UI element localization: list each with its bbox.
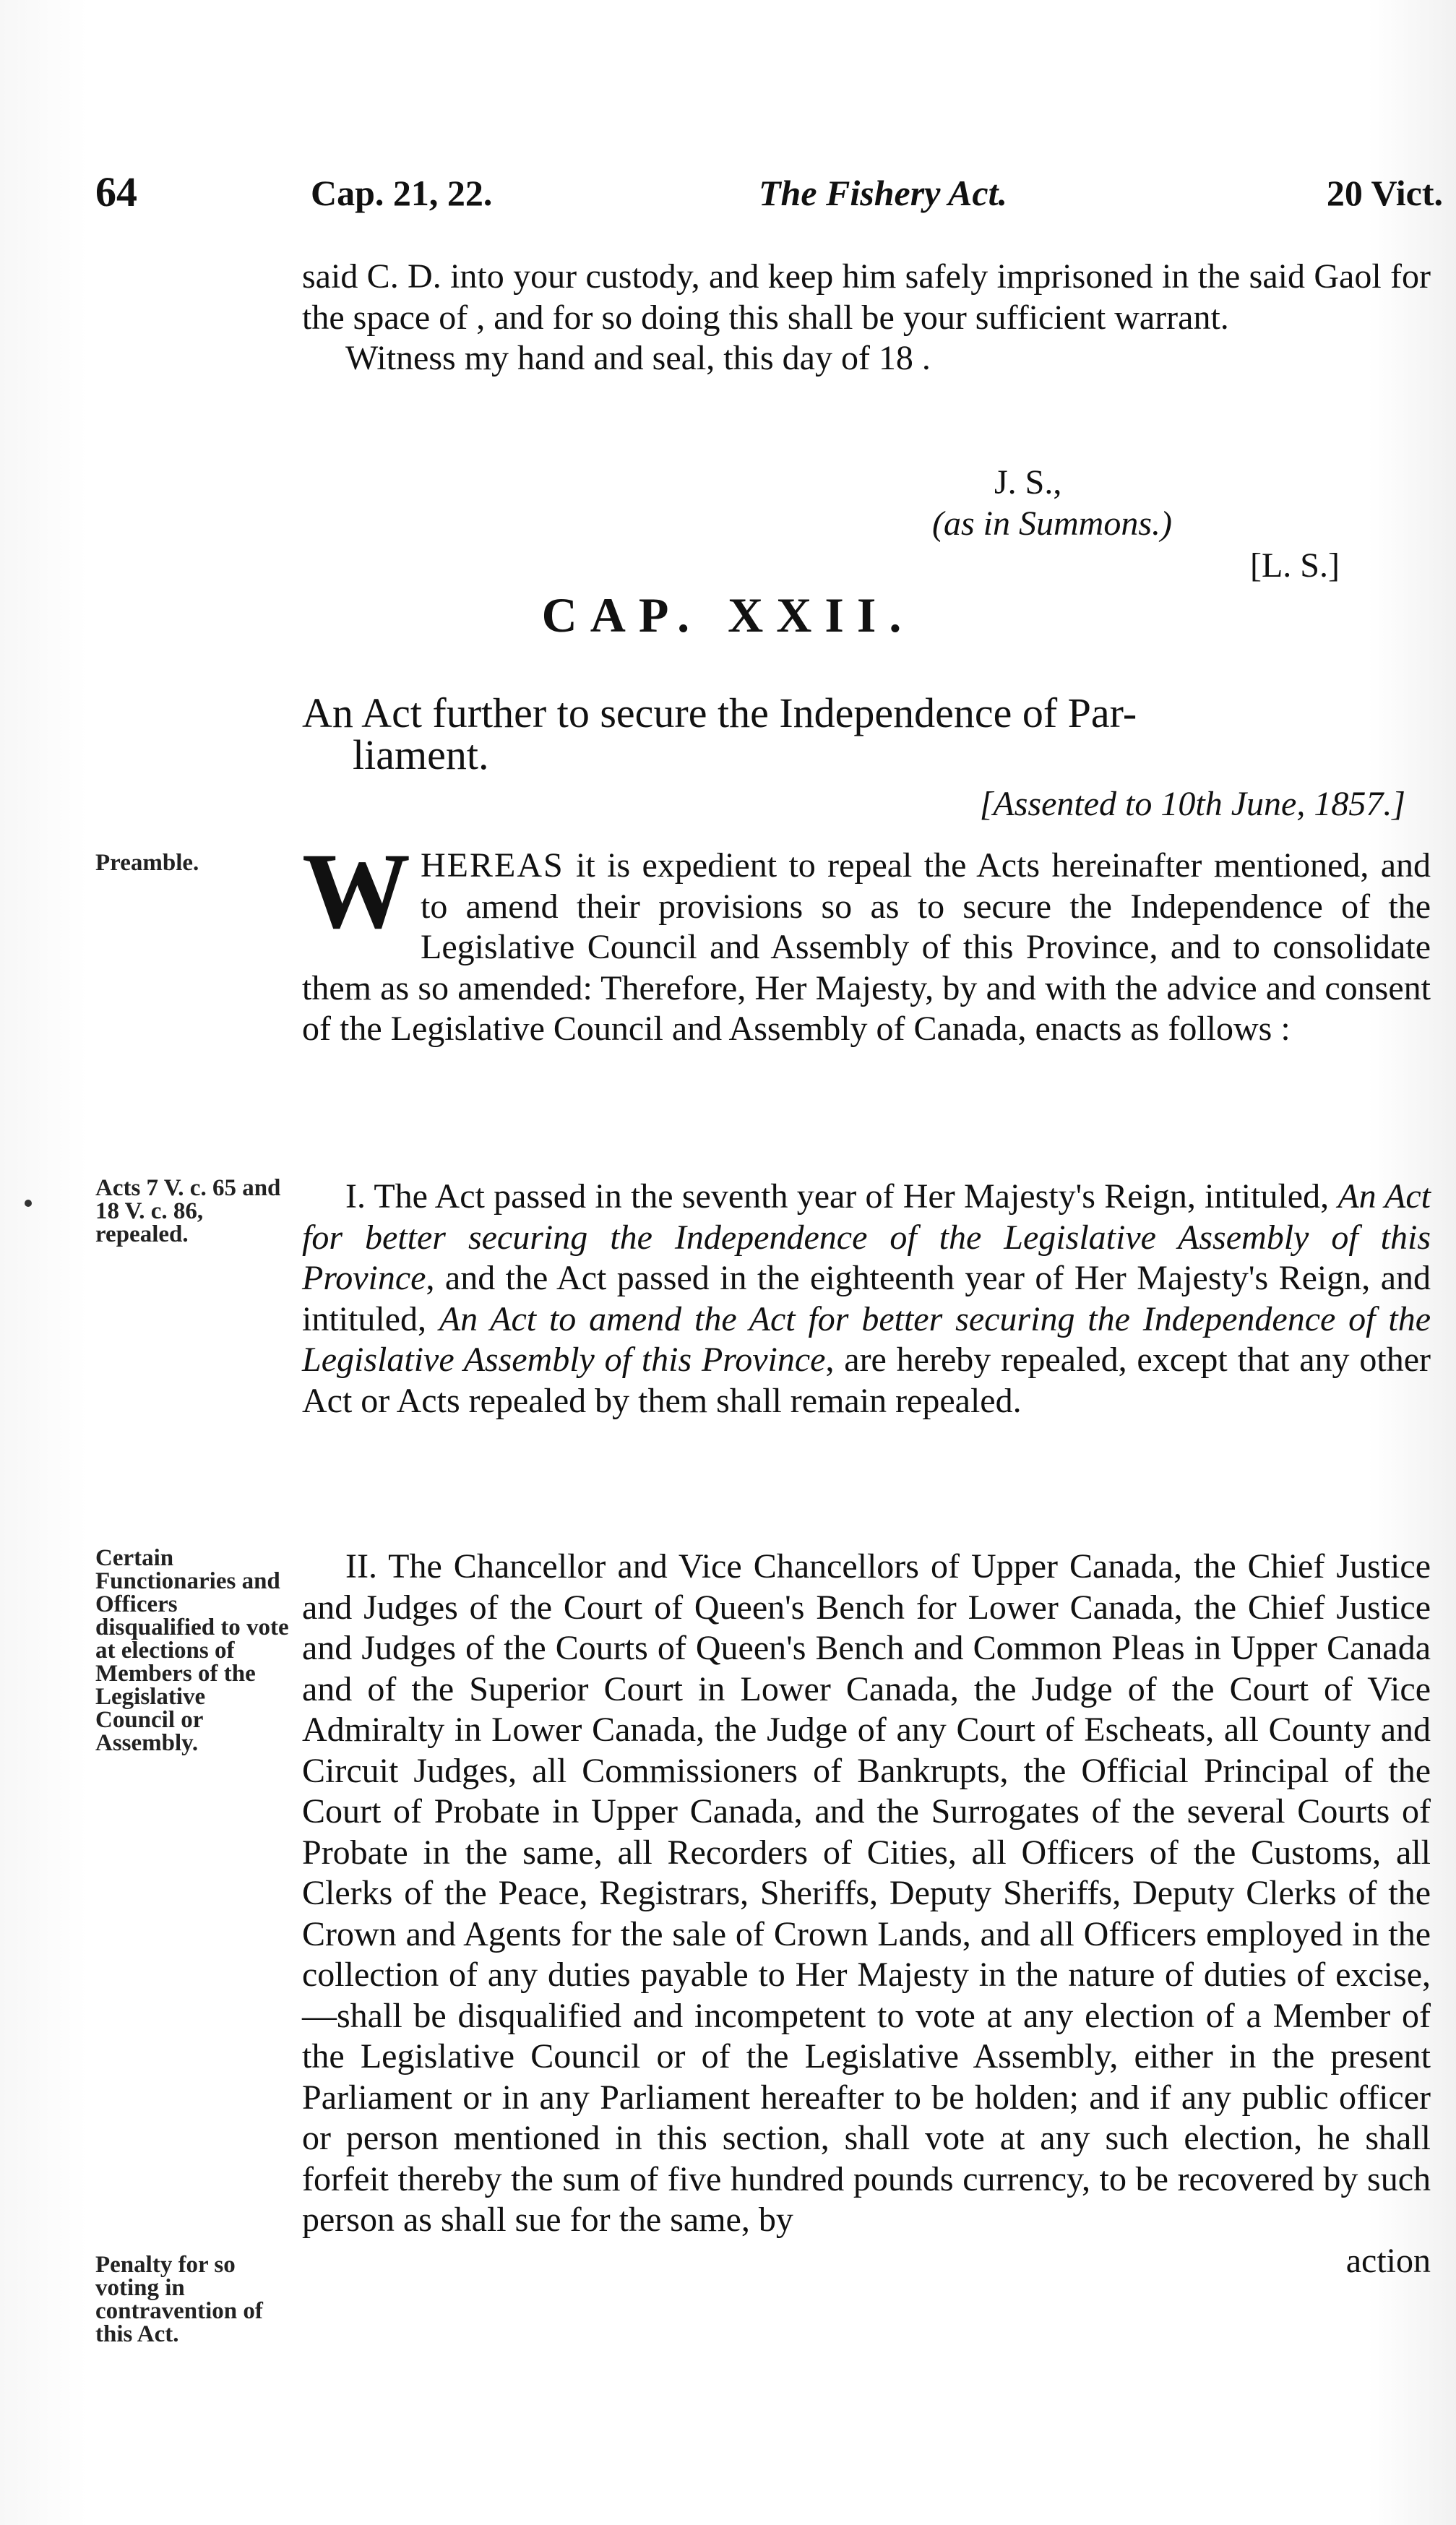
signatory: J. S., <box>994 463 1062 502</box>
chapter-reference: Cap. 21, 22. <box>311 173 493 213</box>
act-title <box>302 689 1431 778</box>
margin-note-preamble-text: Preamble. <box>95 850 199 876</box>
section-1-text-a: I. The Act passed in the seventh year of Her Majesty's Reign, intituled, <box>345 1177 1338 1216</box>
section-1-act-title-1: An Act for better securing the Independence of the Legislative Assembly of this Province <box>302 1177 1431 1297</box>
running-head <box>0 168 1456 233</box>
margin-note-penalty <box>95 2253 290 2346</box>
regnal-year: 20 Vict. <box>1326 173 1443 213</box>
drop-cap: W <box>302 831 410 951</box>
section-1-act-title-2: An Act to amend the Act for better securing the Independence of the Legislative Assembly of this Province <box>302 1299 1431 1379</box>
margin-note-preamble <box>95 851 305 874</box>
preamble-paragraph <box>302 831 1431 1050</box>
section-2-text: II. The Chancellor and Vice Chancellors of Upper Canada, the Chief Justice and Judges of the Court of Queen's Bench for Lower Canada, the Chief Justice and Judges of the Courts of Queen's Bench and Common Pleas in Upper Canada and of the Superior Court in Lower Canada, the Judge of the Court of Vice Admiralty in Lower Canada, the Judge of any Court of Escheats, all County and Circuit Judges, all Commissioners of Bankrupts, the Official Principal of the Court of Probate in Upper Canada, and the Surrogates of the several Courts of Probate in the same, all Recorders of Cities, all Officers of the Customs, all Clerks of the Peace, Registrars, Sheriffs, Deputy Sheriffs, Deputy Clerks of the Crown and Agents for the sale of Crown Lands, and all Officers employed in the collection of any duties payable to Her Majesty in the nature of duties of excise,—shall be disqualified and incompetent to vote at any election of a Member of the Legislative Council or of the Legislative Assembly, either in the present Parliament or in any Parliament hereafter to be holden; and if any public officer or person mentioned in this section, shall vote at any such election, he shall forfeit thereby the sum of five hundred pounds currency, to be recovered by such person as shall sue for the same, by <box>302 1547 1431 2239</box>
margin-note-penalty-text: Penalty for so voting in contravention of this Act. <box>95 2252 263 2347</box>
act-title-line1: An Act further to secure the Independence of Par- <box>302 689 1137 736</box>
seal-mark: [L. S.] <box>1250 546 1340 585</box>
margin-note-acts-repealed <box>95 1177 298 1246</box>
section-1-text-e: , are hereby repealed, except that any other Act or Acts repealed by them shall remain repealed. <box>302 1341 1431 1420</box>
section-1-text-c: , and the Act passed in the eighteenth year of Her Majesty's Reign, and intituled, <box>302 1259 1431 1338</box>
warrant-paragraph: said C. D. into your custody, and keep him safely imprisoned in the said Gaol for the space of , and for so doing this shall be your sufficient warrant. <box>302 257 1431 337</box>
margin-note-acts-repealed-text: Acts 7 V. c. 65 and 18 V. c. 86, repealed. <box>95 1175 281 1247</box>
preamble-lead: HEREAS <box>421 846 564 885</box>
section-1 <box>302 1177 1431 1421</box>
signatory-note: (as in Summons.) <box>932 504 1172 543</box>
preamble-text: it is expedient to repeal the Acts hereinafter mentioned, and to amend their provisions so as to secure the Independence of the Legislative Council and Assembly of this Province, and to consolidate them as so amended: Therefore, Her Majesty, by and with the advice and consent of the Legislative Council and Assembly of Canada, enacts as follows : <box>302 846 1431 1048</box>
margin-note-disqualified <box>95 1547 290 1755</box>
assent-date: [Assented to 10th June, 1857.] <box>979 785 1405 823</box>
catchword: action <box>1345 2241 1431 2280</box>
section-2 <box>302 1547 1431 2281</box>
witness-line: Witness my hand and seal, this day of 18 . <box>345 339 931 377</box>
act-title-line2: liament. <box>353 731 489 778</box>
margin-note-disqualified-text: Certain Functionaries and Officers disqualified to vote at elections of Members of the Legislative Council or Assembly. <box>95 1545 289 1756</box>
running-title: The Fishery Act. <box>759 173 1007 213</box>
warrant-end-block <box>302 257 1431 379</box>
margin-dot <box>25 1200 32 1207</box>
chapter-heading: CAP. XXII. <box>541 588 915 642</box>
page-number: 64 <box>95 168 137 215</box>
